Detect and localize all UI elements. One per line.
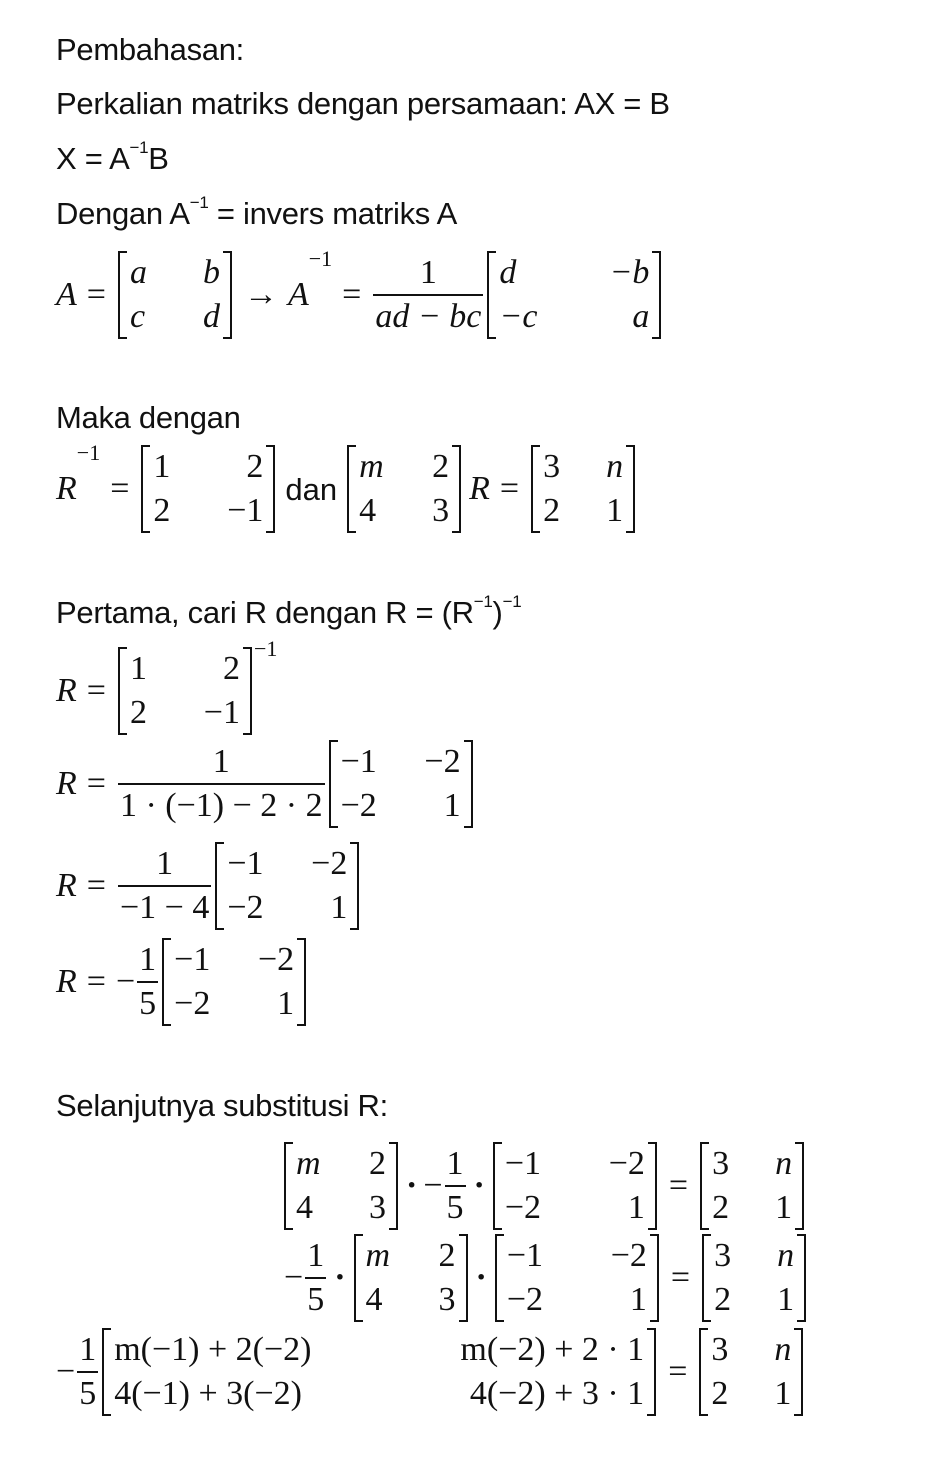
equals: = <box>86 867 106 904</box>
dot-operator: · <box>406 1167 418 1204</box>
denominator: 5 <box>77 1371 98 1411</box>
cell: b <box>202 254 220 291</box>
solution-sup: −1 <box>129 138 149 157</box>
cell: 2 <box>153 492 171 529</box>
denominator: 5 <box>137 981 158 1021</box>
cell: 4 <box>296 1189 313 1226</box>
step1-line-1 <box>56 636 278 734</box>
cell: −1 <box>227 492 264 529</box>
inverse-def-suffix: = invers matriks A <box>208 196 457 231</box>
cell: 4 <box>359 492 377 529</box>
var-A: A <box>56 276 77 313</box>
denominator: ad − bc <box>373 294 483 334</box>
cell: 1 <box>627 1189 645 1226</box>
step2-line-3 <box>56 1324 805 1420</box>
numerator: 1 <box>212 743 230 780</box>
cell: −2 <box>506 1281 544 1318</box>
cell: −1 <box>340 743 377 780</box>
cell: 2 <box>438 1237 456 1274</box>
minus-sign: − <box>284 1259 304 1296</box>
matrix <box>118 647 252 735</box>
matrix-R-inverse <box>141 445 275 533</box>
matrix-result <box>531 445 635 533</box>
equals: = <box>499 470 520 507</box>
cell: 4(−2) + 3 · 1 <box>469 1375 645 1412</box>
fraction <box>445 1147 466 1225</box>
sup: −1 <box>253 636 278 661</box>
var-R: R <box>56 963 77 1000</box>
cell: 1 <box>774 1375 792 1412</box>
cell: 1 <box>606 492 624 529</box>
cell: n <box>774 1331 792 1368</box>
cell: −2 <box>608 1145 645 1182</box>
cell: m <box>296 1145 321 1182</box>
sup: −1 <box>308 246 333 271</box>
step2-heading: Selanjutnya substitusi R: <box>56 1088 388 1123</box>
cell: −2 <box>227 889 264 926</box>
minus-sign: − <box>115 963 136 1000</box>
step1-line-4 <box>56 934 308 1030</box>
matrix-A <box>118 251 232 339</box>
cell: a <box>632 298 650 335</box>
cell: −2 <box>504 1189 542 1226</box>
cell: m <box>365 1237 391 1274</box>
cell: 3 <box>543 448 561 485</box>
matrix-adjugate <box>487 251 661 339</box>
cell: −b <box>609 254 650 291</box>
equals: = <box>86 963 106 1000</box>
matrix <box>329 740 473 828</box>
cell: d <box>499 254 517 291</box>
matrix-result <box>702 1234 806 1322</box>
cell: 1 <box>330 889 348 926</box>
conjunction-dan: dan <box>285 471 338 507</box>
cell: −1 <box>506 1237 544 1274</box>
equals: = <box>668 1353 688 1390</box>
cell: 4 <box>365 1281 383 1318</box>
numerator: 1 <box>446 1145 464 1182</box>
fraction <box>137 943 158 1021</box>
step1-mid: ) <box>492 595 503 630</box>
matrix-M <box>354 1234 468 1322</box>
cell: n <box>606 448 624 485</box>
step2-line-1 <box>282 1140 806 1232</box>
fraction <box>305 1239 326 1317</box>
given-equations <box>56 440 637 532</box>
matrix-M <box>347 445 461 533</box>
given-heading: Maka dengan <box>56 400 241 435</box>
fraction <box>118 847 211 925</box>
cell: 4(−1) + 3(−2) <box>114 1375 303 1412</box>
var-R: R <box>56 867 77 904</box>
cell: a <box>129 254 147 291</box>
cell: −2 <box>424 743 461 780</box>
var-R: R <box>56 672 77 709</box>
cell: 2 <box>369 1145 386 1182</box>
inverse-def-prefix: Dengan A <box>56 196 190 231</box>
cell: 1 <box>629 1281 647 1318</box>
cell: 3 <box>711 1331 729 1368</box>
arrow-icon: → <box>243 276 278 313</box>
var-R: R <box>56 765 77 802</box>
cell: n <box>777 1237 795 1274</box>
cell: n <box>775 1145 793 1182</box>
cell: 3 <box>369 1189 386 1226</box>
var-R: R <box>469 470 490 507</box>
cell: −2 <box>610 1237 647 1274</box>
cell: m <box>359 448 384 485</box>
cell: 2 <box>129 694 147 731</box>
equals: = <box>668 1167 689 1204</box>
step2-line-2 <box>284 1232 808 1324</box>
var-A-inverse: A <box>287 276 309 313</box>
matrix-M <box>284 1142 398 1230</box>
cell: 1 <box>153 448 171 485</box>
matrix-result <box>700 1142 804 1230</box>
step1-line-3 <box>56 838 361 934</box>
cell: 2 <box>432 448 450 485</box>
numerator: 1 <box>419 254 437 291</box>
cell: m(−1) + 2(−2) <box>114 1331 312 1368</box>
cell: 3 <box>712 1145 730 1182</box>
cell: 2 <box>711 1375 729 1412</box>
equals: = <box>86 672 106 709</box>
matrix-R <box>493 1142 657 1230</box>
dot-operator: · <box>334 1259 346 1296</box>
matrix <box>162 938 306 1026</box>
cell: 1 <box>443 787 461 824</box>
minus-sign: − <box>56 1353 76 1390</box>
sup: −1 <box>502 592 522 611</box>
inverse-def-sup: −1 <box>189 193 209 212</box>
cell: 1 <box>277 985 295 1022</box>
cell: d <box>202 298 220 335</box>
denominator: 1 · (−1) − 2 · 2 <box>118 783 325 823</box>
solution-lhs: X = A <box>56 141 130 176</box>
solution-rhs: B <box>148 141 169 176</box>
cell: 3 <box>714 1237 732 1274</box>
minus-sign: − <box>423 1167 443 1204</box>
fraction <box>77 1333 98 1411</box>
equals: = <box>670 1259 691 1296</box>
denominator: 5 <box>445 1185 466 1225</box>
numerator: 1 <box>139 941 157 978</box>
cell: −1 <box>174 941 211 978</box>
cell: −c <box>499 298 538 335</box>
cell: −1 <box>227 845 264 882</box>
cell: 1 <box>777 1281 795 1318</box>
cell: 1 <box>775 1189 793 1226</box>
denominator: −1 − 4 <box>118 885 211 925</box>
cell: −2 <box>257 941 295 978</box>
solution-form <box>56 138 169 176</box>
step1-line-2 <box>56 736 475 832</box>
intro-line: Perkalian matriks dengan persamaan: AX = B <box>56 86 670 121</box>
fraction <box>118 745 325 823</box>
inverse-definition <box>56 193 457 231</box>
matrix-result <box>699 1328 803 1416</box>
cell: 1 <box>129 650 147 687</box>
denominator: 5 <box>305 1277 326 1317</box>
equals: = <box>86 276 106 313</box>
equals: = <box>86 765 106 802</box>
matrix-R <box>495 1234 659 1322</box>
cell: 3 <box>432 492 450 529</box>
cell: 2 <box>712 1189 730 1226</box>
fraction-det <box>373 256 483 334</box>
dot-operator: · <box>473 1167 485 1204</box>
cell: 3 <box>438 1281 456 1318</box>
cell: m(−2) + 2 · 1 <box>460 1331 645 1368</box>
numerator: 1 <box>156 845 174 882</box>
sup: −1 <box>76 440 101 465</box>
equals: = <box>110 470 130 507</box>
var-R: R <box>56 470 77 507</box>
equals: = <box>342 276 362 313</box>
cell: 2 <box>222 650 240 687</box>
numerator: 1 <box>79 1331 97 1368</box>
matrix <box>215 842 359 930</box>
step1-prefix: Pertama, cari R dengan R = (R <box>56 595 474 630</box>
general-inverse-formula <box>56 246 663 338</box>
cell: 2 <box>246 448 264 485</box>
cell: −2 <box>340 787 377 824</box>
cell: −1 <box>504 1145 542 1182</box>
cell: 2 <box>714 1281 732 1318</box>
cell: −2 <box>174 985 211 1022</box>
cell: −2 <box>311 845 348 882</box>
sup: −1 <box>473 592 493 611</box>
cell: −1 <box>203 694 240 731</box>
cell: 2 <box>543 492 561 529</box>
cell: c <box>129 298 146 335</box>
dot-operator: · <box>475 1259 487 1296</box>
step1-heading <box>56 592 522 630</box>
matrix-product <box>102 1328 656 1416</box>
heading-pembahasan: Pembahasan: <box>56 32 244 67</box>
numerator: 1 <box>307 1237 325 1274</box>
